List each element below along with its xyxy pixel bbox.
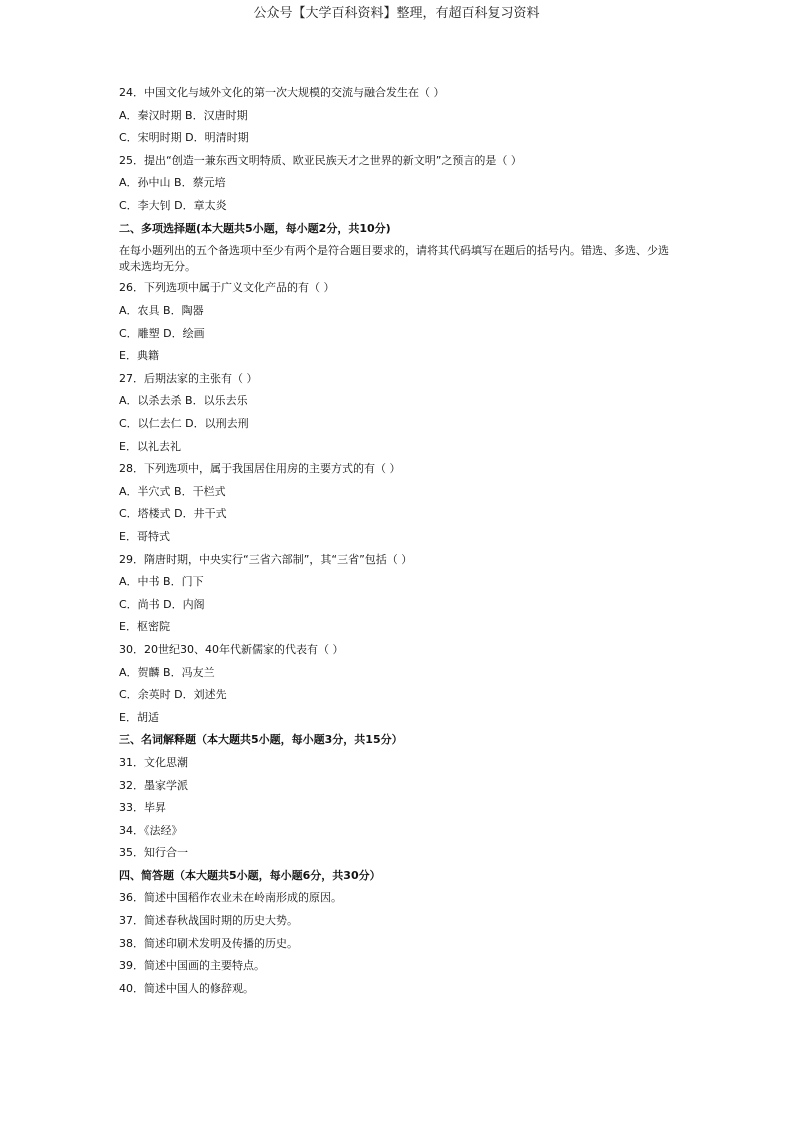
section-heading: 三、名词解释题（本大题共5小题，每小题3分，共15分） xyxy=(119,733,403,747)
page-header: 公众号【大学百科资料】整理，有超百科复习资料 xyxy=(253,6,540,21)
question-text: 28．下列选项中，属于我国居住用房的主要方式的有（ ） xyxy=(119,462,401,476)
question-text: 25．提出“创造一兼东西文明特质、欧亚民族天才之世界的新文明”之预言的是（ ） xyxy=(119,153,522,167)
question-text: 24．中国文化与域外文化的第一次大规模的交流与融合发生在（ ） xyxy=(119,86,445,99)
question-text: 27．后期法家的主张有（ ） xyxy=(119,371,258,385)
answer-options: C．以仁去仁 D．以刑去刑 xyxy=(119,417,249,431)
answer-options: A．农具 B．陶器 xyxy=(119,304,204,318)
answer-options: C．尚书 D．内阁 xyxy=(119,597,205,611)
question-text: 39．简述中国画的主要特点。 xyxy=(119,959,265,973)
answer-options: C．李大钊 D．章太炎 xyxy=(119,198,227,212)
answer-options: A．半穴式 B．干栏式 xyxy=(119,484,226,498)
question-text: 32．墨家学派 xyxy=(119,778,188,792)
answer-options: A．中书 B．门下 xyxy=(119,575,204,589)
answer-options: C．塔楼式 D．井干式 xyxy=(119,507,227,521)
question-text: 33．毕昇 xyxy=(119,801,166,815)
answer-options: E．哥特式 xyxy=(119,529,170,543)
question-text: 31．文化思潮 xyxy=(119,755,188,769)
question-text: 35．知行合一 xyxy=(119,846,188,860)
answer-options: E．枢密院 xyxy=(119,620,170,634)
section-heading: 四、简答题（本大题共5小题，每小题6分，共30分） xyxy=(119,868,381,882)
answer-options: A．以杀去杀 B．以乐去乐 xyxy=(119,394,248,408)
question-text: 26．下列选项中属于广义文化产品的有（ ） xyxy=(119,281,335,295)
answer-options: E．以礼去礼 xyxy=(119,439,181,453)
question-text: 34．《法经》 xyxy=(119,823,183,837)
question-text: 30．20世纪30、40年代新儒家的代表有（ ） xyxy=(119,642,344,656)
question-text: 37．简述春秋战国时期的历史大势。 xyxy=(119,914,298,928)
exam-content xyxy=(119,85,679,1003)
section-instructions: 在每小题列出的五个备选项中至少有两个是符合题目要求的，请将其代码填写在题后的括号内。错选、多选、少选或未选均无分。 xyxy=(119,244,669,273)
answer-options: A．贺麟 B．冯友兰 xyxy=(119,665,215,679)
answer-options: E．典籍 xyxy=(119,349,159,363)
answer-options: C．余英时 D．刘述先 xyxy=(119,688,227,702)
answer-options: A．孙中山 B．蔡元培 xyxy=(119,176,226,190)
question-text: 38．简述印刷术发明及传播的历史。 xyxy=(119,936,298,950)
answer-options: C．宋明时期 D．明清时期 xyxy=(119,131,249,145)
answer-options: A．秦汉时期 B．汉唐时期 xyxy=(119,108,248,122)
question-text: 40．简述中国人的修辞观。 xyxy=(119,981,254,995)
question-text: 29．隋唐时期，中央实行“三省六部制”，其“三省”包括（ ） xyxy=(119,552,413,566)
answer-options: C．雕塑 D．绘画 xyxy=(119,326,205,340)
question-text: 36．简述中国稻作农业未在岭南形成的原因。 xyxy=(119,891,342,905)
section-heading: 二、多项选择题(本大题共5小题，每小题2分，共10分) xyxy=(119,221,391,235)
answer-options: E．胡适 xyxy=(119,710,159,724)
